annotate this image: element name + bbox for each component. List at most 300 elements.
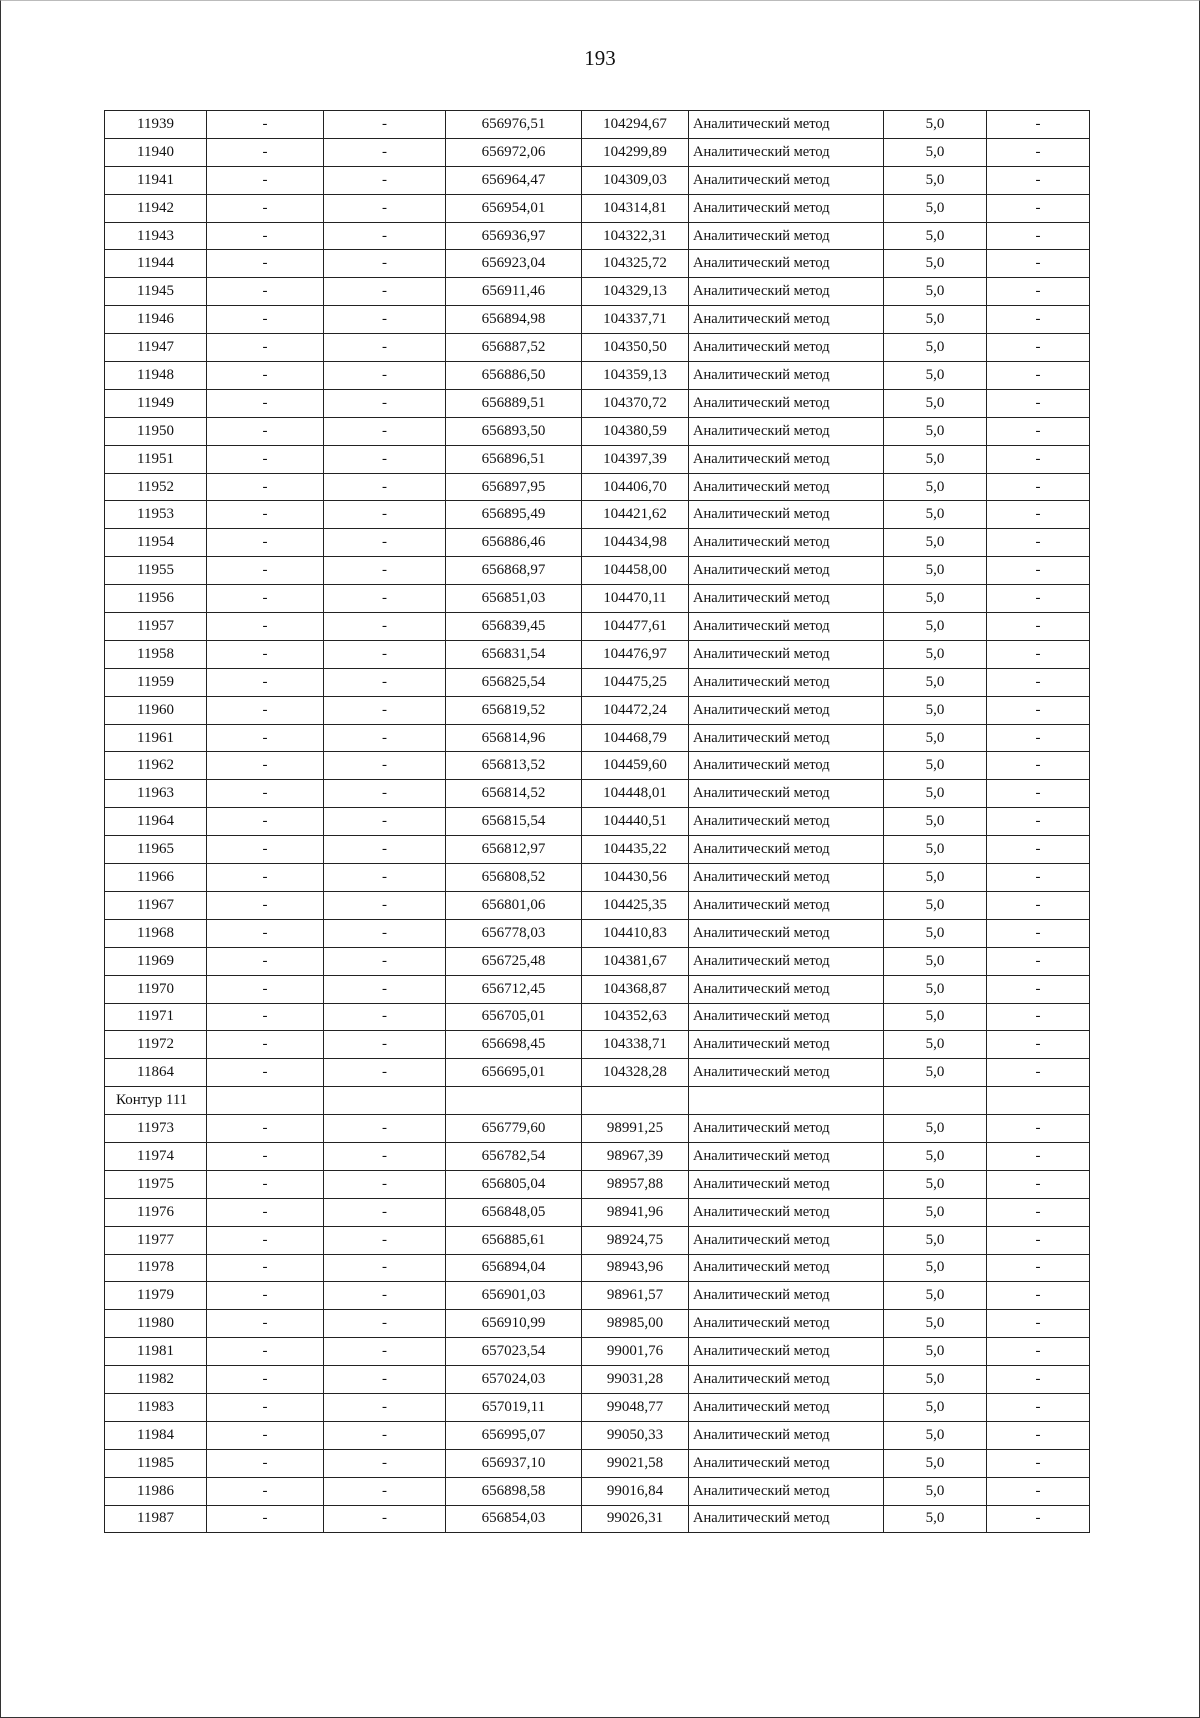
accuracy-cell: 5,0 (884, 1003, 987, 1031)
empty-dash-cell: - (207, 1003, 324, 1031)
empty-dash-cell: - (207, 1254, 324, 1282)
empty-dash-cell: - (207, 222, 324, 250)
table-row (105, 278, 1090, 306)
empty-dash-cell: - (207, 919, 324, 947)
empty-dash-cell: - (987, 1310, 1090, 1338)
empty-dash-cell: - (207, 1366, 324, 1394)
x-coordinate-cell: 656898,58 (446, 1477, 582, 1505)
empty-dash-cell: - (987, 585, 1090, 613)
empty-cell (987, 1087, 1090, 1115)
y-coordinate-cell: 98957,88 (582, 1170, 689, 1198)
x-coordinate-cell: 656895,49 (446, 501, 582, 529)
point-number-cell: 11948 (105, 362, 207, 390)
table-row (105, 389, 1090, 417)
accuracy-cell: 5,0 (884, 1366, 987, 1394)
x-coordinate-cell: 656911,46 (446, 278, 582, 306)
empty-dash-cell: - (324, 222, 446, 250)
method-cell: Аналитический метод (689, 724, 884, 752)
empty-dash-cell: - (324, 585, 446, 613)
point-number-cell: 11967 (105, 891, 207, 919)
empty-dash-cell: - (324, 1142, 446, 1170)
empty-cell (884, 1087, 987, 1115)
empty-dash-cell: - (207, 780, 324, 808)
x-coordinate-cell: 656893,50 (446, 417, 582, 445)
empty-dash-cell: - (987, 975, 1090, 1003)
y-coordinate-cell: 104476,97 (582, 640, 689, 668)
y-coordinate-cell: 99050,33 (582, 1421, 689, 1449)
accuracy-cell: 5,0 (884, 1477, 987, 1505)
x-coordinate-cell: 656901,03 (446, 1282, 582, 1310)
point-number-cell: 11980 (105, 1310, 207, 1338)
table-row (105, 1115, 1090, 1143)
table-row (105, 1226, 1090, 1254)
table-row (105, 836, 1090, 864)
empty-dash-cell: - (324, 1170, 446, 1198)
method-cell: Аналитический метод (689, 668, 884, 696)
empty-dash-cell: - (207, 1449, 324, 1477)
accuracy-cell: 5,0 (884, 417, 987, 445)
method-cell: Аналитический метод (689, 557, 884, 585)
method-cell: Аналитический метод (689, 947, 884, 975)
x-coordinate-cell: 656885,61 (446, 1226, 582, 1254)
accuracy-cell: 5,0 (884, 278, 987, 306)
empty-cell (689, 1087, 884, 1115)
y-coordinate-cell: 104425,35 (582, 891, 689, 919)
empty-dash-cell: - (324, 1505, 446, 1533)
x-coordinate-cell: 656805,04 (446, 1170, 582, 1198)
method-cell: Аналитический метод (689, 585, 884, 613)
y-coordinate-cell: 104430,56 (582, 864, 689, 892)
x-coordinate-cell: 656808,52 (446, 864, 582, 892)
method-cell: Аналитический метод (689, 1115, 884, 1143)
y-coordinate-cell: 104322,31 (582, 222, 689, 250)
empty-dash-cell: - (207, 724, 324, 752)
method-cell: Аналитический метод (689, 919, 884, 947)
accuracy-cell: 5,0 (884, 1310, 987, 1338)
accuracy-cell: 5,0 (884, 1505, 987, 1533)
table-row (105, 1449, 1090, 1477)
empty-dash-cell: - (207, 1310, 324, 1338)
method-cell: Аналитический метод (689, 1366, 884, 1394)
point-number-cell: 11943 (105, 222, 207, 250)
x-coordinate-cell: 656886,46 (446, 529, 582, 557)
empty-dash-cell: - (324, 501, 446, 529)
empty-dash-cell: - (324, 306, 446, 334)
empty-dash-cell: - (987, 1338, 1090, 1366)
empty-dash-cell: - (324, 278, 446, 306)
table-row (105, 696, 1090, 724)
method-cell: Аналитический метод (689, 808, 884, 836)
empty-dash-cell: - (207, 557, 324, 585)
y-coordinate-cell: 104370,72 (582, 389, 689, 417)
empty-dash-cell: - (987, 1115, 1090, 1143)
y-coordinate-cell: 104459,60 (582, 752, 689, 780)
empty-dash-cell: - (324, 417, 446, 445)
table-row (105, 1031, 1090, 1059)
empty-dash-cell: - (207, 1421, 324, 1449)
x-coordinate-cell: 656801,06 (446, 891, 582, 919)
table-row (105, 473, 1090, 501)
contour-label-cell: Контур 111 (105, 1087, 207, 1115)
accuracy-cell: 5,0 (884, 222, 987, 250)
empty-dash-cell: - (324, 640, 446, 668)
method-cell: Аналитический метод (689, 1421, 884, 1449)
empty-dash-cell: - (207, 640, 324, 668)
accuracy-cell: 5,0 (884, 696, 987, 724)
accuracy-cell: 5,0 (884, 1170, 987, 1198)
empty-dash-cell: - (324, 1003, 446, 1031)
empty-dash-cell: - (987, 557, 1090, 585)
y-coordinate-cell: 104448,01 (582, 780, 689, 808)
x-coordinate-cell: 656712,45 (446, 975, 582, 1003)
empty-dash-cell: - (324, 836, 446, 864)
empty-dash-cell: - (207, 752, 324, 780)
empty-dash-cell: - (207, 1505, 324, 1533)
point-number-cell: 11968 (105, 919, 207, 947)
table-row (105, 1059, 1090, 1087)
method-cell: Аналитический метод (689, 1142, 884, 1170)
accuracy-cell: 5,0 (884, 1282, 987, 1310)
x-coordinate-cell: 656695,01 (446, 1059, 582, 1087)
y-coordinate-cell: 104381,67 (582, 947, 689, 975)
table-row (105, 1338, 1090, 1366)
empty-dash-cell: - (324, 1338, 446, 1366)
empty-dash-cell: - (987, 334, 1090, 362)
method-cell: Аналитический метод (689, 1059, 884, 1087)
x-coordinate-cell: 656812,97 (446, 836, 582, 864)
accuracy-cell: 5,0 (884, 473, 987, 501)
y-coordinate-cell: 104472,24 (582, 696, 689, 724)
empty-dash-cell: - (324, 752, 446, 780)
point-number-cell: 11966 (105, 864, 207, 892)
empty-dash-cell: - (324, 166, 446, 194)
method-cell: Аналитический метод (689, 501, 884, 529)
table-row (105, 919, 1090, 947)
empty-dash-cell: - (207, 166, 324, 194)
accuracy-cell: 5,0 (884, 138, 987, 166)
empty-dash-cell: - (987, 836, 1090, 864)
x-coordinate-cell: 656897,95 (446, 473, 582, 501)
empty-dash-cell: - (324, 1254, 446, 1282)
point-number-cell: 11957 (105, 613, 207, 641)
empty-dash-cell: - (207, 306, 324, 334)
table-row (105, 1003, 1090, 1031)
empty-dash-cell: - (324, 529, 446, 557)
y-coordinate-cell: 104435,22 (582, 836, 689, 864)
x-coordinate-cell: 656813,52 (446, 752, 582, 780)
point-number-cell: 11971 (105, 1003, 207, 1031)
table-row (105, 1366, 1090, 1394)
table-row (105, 780, 1090, 808)
table-row (105, 222, 1090, 250)
method-cell: Аналитический метод (689, 306, 884, 334)
y-coordinate-cell: 104440,51 (582, 808, 689, 836)
empty-dash-cell: - (207, 836, 324, 864)
table-row (105, 1282, 1090, 1310)
table-row (105, 613, 1090, 641)
empty-dash-cell: - (324, 334, 446, 362)
y-coordinate-cell: 104434,98 (582, 529, 689, 557)
point-number-cell: 11951 (105, 445, 207, 473)
accuracy-cell: 5,0 (884, 194, 987, 222)
y-coordinate-cell: 98924,75 (582, 1226, 689, 1254)
point-number-cell: 11970 (105, 975, 207, 1003)
accuracy-cell: 5,0 (884, 334, 987, 362)
table-row (105, 138, 1090, 166)
table-row (105, 417, 1090, 445)
method-cell: Аналитический метод (689, 975, 884, 1003)
empty-dash-cell: - (324, 780, 446, 808)
empty-dash-cell: - (207, 808, 324, 836)
table-row (105, 166, 1090, 194)
y-coordinate-cell: 104352,63 (582, 1003, 689, 1031)
empty-dash-cell: - (987, 1282, 1090, 1310)
table-row (105, 250, 1090, 278)
empty-dash-cell: - (324, 362, 446, 390)
empty-dash-cell: - (324, 557, 446, 585)
point-number-cell: 11972 (105, 1031, 207, 1059)
empty-dash-cell: - (207, 1142, 324, 1170)
accuracy-cell: 5,0 (884, 306, 987, 334)
empty-dash-cell: - (324, 1421, 446, 1449)
empty-dash-cell: - (207, 334, 324, 362)
empty-dash-cell: - (987, 1003, 1090, 1031)
empty-dash-cell: - (207, 1282, 324, 1310)
empty-dash-cell: - (987, 1477, 1090, 1505)
empty-dash-cell: - (207, 194, 324, 222)
x-coordinate-cell: 656839,45 (446, 613, 582, 641)
empty-dash-cell: - (207, 1477, 324, 1505)
table-row (105, 334, 1090, 362)
empty-dash-cell: - (324, 1310, 446, 1338)
empty-dash-cell: - (207, 111, 324, 139)
x-coordinate-cell: 656923,04 (446, 250, 582, 278)
empty-dash-cell: - (987, 1170, 1090, 1198)
empty-dash-cell: - (324, 864, 446, 892)
empty-dash-cell: - (987, 724, 1090, 752)
table-row (105, 111, 1090, 139)
empty-dash-cell: - (324, 1115, 446, 1143)
empty-dash-cell: - (207, 250, 324, 278)
empty-dash-cell: - (207, 975, 324, 1003)
table-row (105, 585, 1090, 613)
empty-dash-cell: - (987, 1254, 1090, 1282)
x-coordinate-cell: 656782,54 (446, 1142, 582, 1170)
x-coordinate-cell: 656889,51 (446, 389, 582, 417)
empty-dash-cell: - (987, 1031, 1090, 1059)
point-number-cell: 11961 (105, 724, 207, 752)
y-coordinate-cell: 98961,57 (582, 1282, 689, 1310)
x-coordinate-cell: 656896,51 (446, 445, 582, 473)
accuracy-cell: 5,0 (884, 613, 987, 641)
point-number-cell: 11964 (105, 808, 207, 836)
empty-dash-cell: - (207, 445, 324, 473)
empty-dash-cell: - (324, 919, 446, 947)
empty-dash-cell: - (324, 445, 446, 473)
empty-dash-cell: - (987, 919, 1090, 947)
empty-dash-cell: - (987, 1059, 1090, 1087)
x-coordinate-cell: 656972,06 (446, 138, 582, 166)
empty-dash-cell: - (987, 668, 1090, 696)
y-coordinate-cell: 104329,13 (582, 278, 689, 306)
method-cell: Аналитический метод (689, 417, 884, 445)
table-row (105, 445, 1090, 473)
table-row (105, 194, 1090, 222)
method-cell: Аналитический метод (689, 891, 884, 919)
empty-dash-cell: - (324, 138, 446, 166)
accuracy-cell: 5,0 (884, 1059, 987, 1087)
empty-dash-cell: - (324, 389, 446, 417)
accuracy-cell: 5,0 (884, 1393, 987, 1421)
y-coordinate-cell: 104477,61 (582, 613, 689, 641)
point-number-cell: 11947 (105, 334, 207, 362)
empty-dash-cell: - (987, 752, 1090, 780)
accuracy-cell: 5,0 (884, 640, 987, 668)
table-row (105, 1310, 1090, 1338)
table-body (105, 111, 1090, 1533)
empty-dash-cell: - (987, 780, 1090, 808)
method-cell: Аналитический метод (689, 1198, 884, 1226)
x-coordinate-cell: 656815,54 (446, 808, 582, 836)
empty-dash-cell: - (207, 1059, 324, 1087)
accuracy-cell: 5,0 (884, 668, 987, 696)
x-coordinate-cell: 656886,50 (446, 362, 582, 390)
y-coordinate-cell: 98991,25 (582, 1115, 689, 1143)
method-cell: Аналитический метод (689, 1477, 884, 1505)
table-row (105, 1170, 1090, 1198)
point-number-cell: 11978 (105, 1254, 207, 1282)
accuracy-cell: 5,0 (884, 1226, 987, 1254)
empty-dash-cell: - (207, 585, 324, 613)
y-coordinate-cell: 104328,28 (582, 1059, 689, 1087)
empty-dash-cell: - (324, 111, 446, 139)
x-coordinate-cell: 656778,03 (446, 919, 582, 947)
method-cell: Аналитический метод (689, 222, 884, 250)
table-row (105, 1421, 1090, 1449)
y-coordinate-cell: 99001,76 (582, 1338, 689, 1366)
y-coordinate-cell: 104368,87 (582, 975, 689, 1003)
empty-dash-cell: - (207, 1393, 324, 1421)
method-cell: Аналитический метод (689, 334, 884, 362)
method-cell: Аналитический метод (689, 362, 884, 390)
x-coordinate-cell: 657024,03 (446, 1366, 582, 1394)
table-row (105, 1477, 1090, 1505)
empty-dash-cell: - (324, 696, 446, 724)
empty-dash-cell: - (987, 1421, 1090, 1449)
empty-dash-cell: - (987, 696, 1090, 724)
point-number-cell: 11955 (105, 557, 207, 585)
empty-dash-cell: - (324, 1282, 446, 1310)
point-number-cell: 11956 (105, 585, 207, 613)
empty-dash-cell: - (324, 1393, 446, 1421)
method-cell: Аналитический метод (689, 194, 884, 222)
empty-dash-cell: - (987, 445, 1090, 473)
point-number-cell: 11982 (105, 1366, 207, 1394)
x-coordinate-cell: 656848,05 (446, 1198, 582, 1226)
empty-dash-cell: - (207, 473, 324, 501)
accuracy-cell: 5,0 (884, 780, 987, 808)
accuracy-cell: 5,0 (884, 445, 987, 473)
accuracy-cell: 5,0 (884, 166, 987, 194)
point-number-cell: 11976 (105, 1198, 207, 1226)
point-number-cell: 11969 (105, 947, 207, 975)
point-number-cell: 11950 (105, 417, 207, 445)
empty-dash-cell: - (324, 1226, 446, 1254)
method-cell: Аналитический метод (689, 445, 884, 473)
point-number-cell: 11959 (105, 668, 207, 696)
accuracy-cell: 5,0 (884, 836, 987, 864)
y-coordinate-cell: 104338,71 (582, 1031, 689, 1059)
y-coordinate-cell: 98943,96 (582, 1254, 689, 1282)
accuracy-cell: 5,0 (884, 947, 987, 975)
empty-dash-cell: - (207, 501, 324, 529)
table-row (105, 1254, 1090, 1282)
x-coordinate-cell: 656910,99 (446, 1310, 582, 1338)
empty-dash-cell: - (987, 613, 1090, 641)
point-number-cell: 11960 (105, 696, 207, 724)
empty-dash-cell: - (987, 947, 1090, 975)
empty-dash-cell: - (207, 138, 324, 166)
accuracy-cell: 5,0 (884, 752, 987, 780)
accuracy-cell: 5,0 (884, 1254, 987, 1282)
empty-dash-cell: - (207, 529, 324, 557)
table-row (105, 864, 1090, 892)
table-row (105, 557, 1090, 585)
empty-dash-cell: - (207, 1198, 324, 1226)
method-cell: Аналитический метод (689, 250, 884, 278)
x-coordinate-cell: 656779,60 (446, 1115, 582, 1143)
accuracy-cell: 5,0 (884, 250, 987, 278)
accuracy-cell: 5,0 (884, 1115, 987, 1143)
table-row (105, 975, 1090, 1003)
y-coordinate-cell: 99031,28 (582, 1366, 689, 1394)
point-number-cell: 11986 (105, 1477, 207, 1505)
x-coordinate-cell: 656705,01 (446, 1003, 582, 1031)
empty-dash-cell: - (987, 501, 1090, 529)
x-coordinate-cell: 656887,52 (446, 334, 582, 362)
empty-dash-cell: - (987, 1393, 1090, 1421)
empty-dash-cell: - (987, 1505, 1090, 1533)
y-coordinate-cell: 98941,96 (582, 1198, 689, 1226)
method-cell: Аналитический метод (689, 780, 884, 808)
empty-dash-cell: - (324, 194, 446, 222)
point-number-cell: 11965 (105, 836, 207, 864)
empty-dash-cell: - (207, 613, 324, 641)
empty-dash-cell: - (207, 417, 324, 445)
empty-dash-cell: - (207, 1338, 324, 1366)
method-cell: Аналитический метод (689, 111, 884, 139)
empty-dash-cell: - (987, 138, 1090, 166)
method-cell: Аналитический метод (689, 696, 884, 724)
point-number-cell: 11973 (105, 1115, 207, 1143)
empty-dash-cell: - (324, 1449, 446, 1477)
method-cell: Аналитический метод (689, 640, 884, 668)
point-number-cell: 11963 (105, 780, 207, 808)
method-cell: Аналитический метод (689, 1505, 884, 1533)
point-number-cell: 11949 (105, 389, 207, 417)
method-cell: Аналитический метод (689, 1310, 884, 1338)
point-number-cell: 11983 (105, 1393, 207, 1421)
table-row (105, 891, 1090, 919)
empty-dash-cell: - (987, 864, 1090, 892)
method-cell: Аналитический метод (689, 166, 884, 194)
empty-dash-cell: - (987, 250, 1090, 278)
table-row (105, 501, 1090, 529)
empty-dash-cell: - (324, 1059, 446, 1087)
x-coordinate-cell: 656819,52 (446, 696, 582, 724)
x-coordinate-cell: 656976,51 (446, 111, 582, 139)
empty-dash-cell: - (324, 891, 446, 919)
